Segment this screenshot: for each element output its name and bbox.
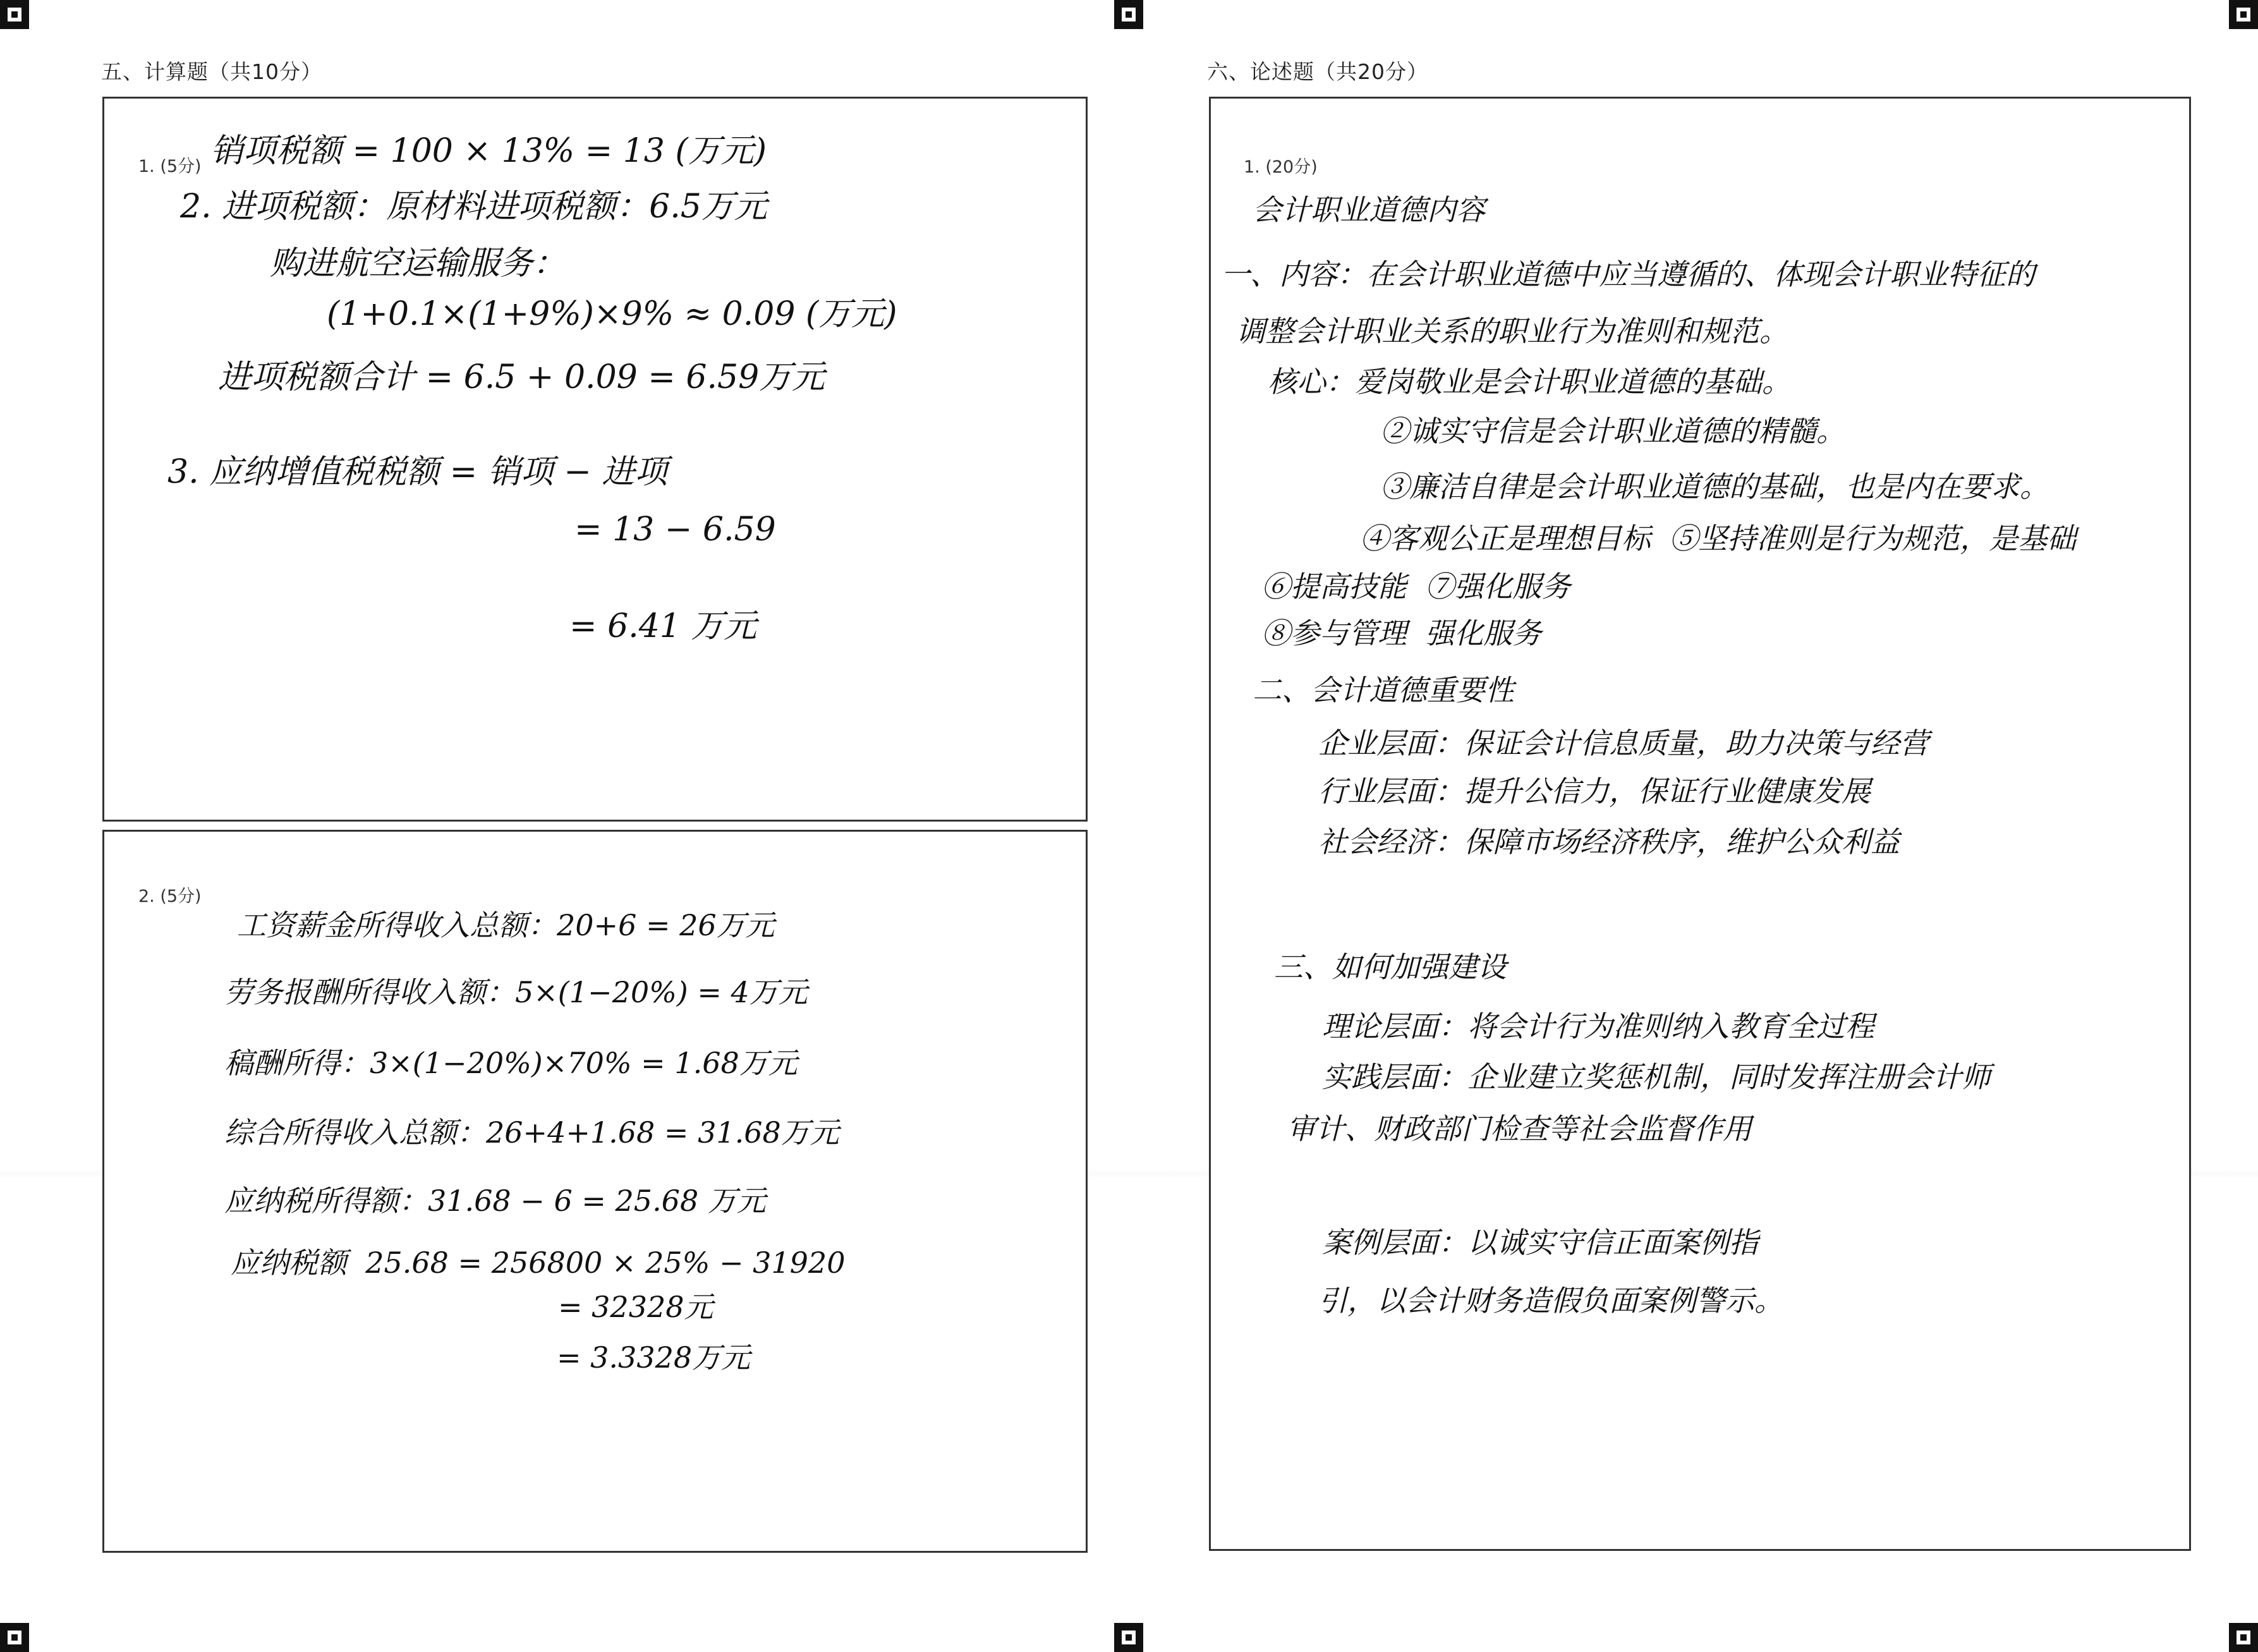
question-label: 2. (5分): [138, 887, 202, 906]
corner-marker-top-center: [1114, 0, 1143, 29]
answer-box-essay: [1209, 97, 2191, 1551]
handwritten-line: 引，以会计财务造假负面案例警示。: [1318, 1284, 1783, 1318]
handwritten-line: 稿酬所得：3×(1−20%)×70% = 1.68万元: [224, 1046, 798, 1080]
handwritten-line: ⑧参与管理 强化服务: [1261, 616, 1542, 650]
handwritten-line: 调整会计职业关系的职业行为准则和规范。: [1236, 314, 1788, 348]
handwritten-line: 社会经济：保障市场经济秩序，维护公众利益: [1318, 825, 1900, 859]
corner-marker-top-right: [2229, 0, 2258, 29]
section-title-essay: 六、论述题（共20分）: [1207, 59, 1428, 84]
handwritten-line: 一、内容：在会计职业道德中应当遵循的、体现会计职业特征的: [1221, 257, 2035, 291]
answer-box-q1-calc: [102, 97, 1088, 822]
handwritten-line: 应纳税额 25.68 = 256800 × 25% − 31920: [231, 1246, 846, 1280]
handwritten-line: ④客观公正是理想目标 ⑤坚持准则是行为规范，是基础: [1360, 521, 2077, 556]
handwritten-line: 综合所得收入总额：26+4+1.68 = 31.68万元: [224, 1115, 839, 1150]
handwritten-line: 理论层面：将会计行为准则纳入教育全过程: [1322, 1009, 1874, 1043]
handwritten-line: 劳务报酬所得收入额：5×(1−20%) = 4万元: [224, 975, 808, 1009]
handwritten-line: 工资薪金所得收入总额：20+6 = 26万元: [237, 908, 775, 942]
handwritten-line: = 13 − 6.59: [574, 511, 776, 549]
handwritten-line: (1+0.1×(1+9%)×9% ≈ 0.09 (万元): [327, 295, 897, 333]
handwritten-line: 进项税额合计 = 6.5 + 0.09 = 6.59万元: [218, 358, 825, 396]
handwritten-line: 审计、财政部门检查等社会监督作用: [1287, 1112, 1752, 1146]
handwritten-line: 三、如何加强建设: [1274, 950, 1507, 984]
handwritten-line: ⑥提高技能 ⑦强化服务: [1261, 569, 1571, 604]
corner-marker-top-left: [0, 0, 29, 29]
handwritten-line: 3. 应纳增值税税额 = 销项 − 进项: [167, 453, 668, 491]
corner-marker-bottom-right: [2229, 1623, 2258, 1652]
corner-marker-bottom-left: [0, 1623, 29, 1652]
section-title-calculation: 五、计算题（共10分）: [101, 59, 322, 84]
handwritten-line: ②诚实守信是会计职业道德的精髓。: [1380, 414, 1845, 448]
handwritten-line: 会计职业道德内容: [1253, 193, 1485, 227]
question-label: 1. (5分): [138, 157, 202, 176]
answer-box-q2-calc: [102, 830, 1088, 1553]
handwritten-line: 行业层面：提升公信力，保证行业健康发展: [1318, 774, 1871, 808]
handwritten-line: 二、会计道德重要性: [1253, 673, 1514, 707]
handwritten-line: 2. 进项税额：原材料进项税额：6.5万元: [180, 188, 767, 226]
handwritten-line: 案例层面：以诚实守信正面案例指: [1322, 1225, 1758, 1260]
handwritten-line: 企业层面：保证会计信息质量，助力决策与经营: [1318, 726, 1929, 760]
handwritten-line: 实践层面：企业建立奖惩机制，同时发挥注册会计师: [1322, 1060, 1991, 1094]
corner-marker-bottom-center: [1114, 1623, 1143, 1652]
handwritten-line: 销项税额 = 100 × 13% = 13 (万元): [210, 132, 767, 170]
handwritten-line: = 6.41 万元: [569, 607, 757, 645]
question-label: 1. (20分): [1244, 157, 1318, 177]
handwritten-line: ③廉洁自律是会计职业道德的基础，也是内在要求。: [1380, 470, 2049, 504]
handwritten-line: = 32328元: [558, 1290, 713, 1324]
handwritten-line: 购进航空运输服务：: [270, 245, 566, 282]
handwritten-line: = 3.3328万元: [557, 1340, 751, 1375]
handwritten-line: 核心：爱岗敬业是会计职业道德的基础。: [1268, 365, 1791, 399]
handwritten-line: 应纳税所得额：31.68 − 6 = 25.68 万元: [224, 1184, 766, 1218]
